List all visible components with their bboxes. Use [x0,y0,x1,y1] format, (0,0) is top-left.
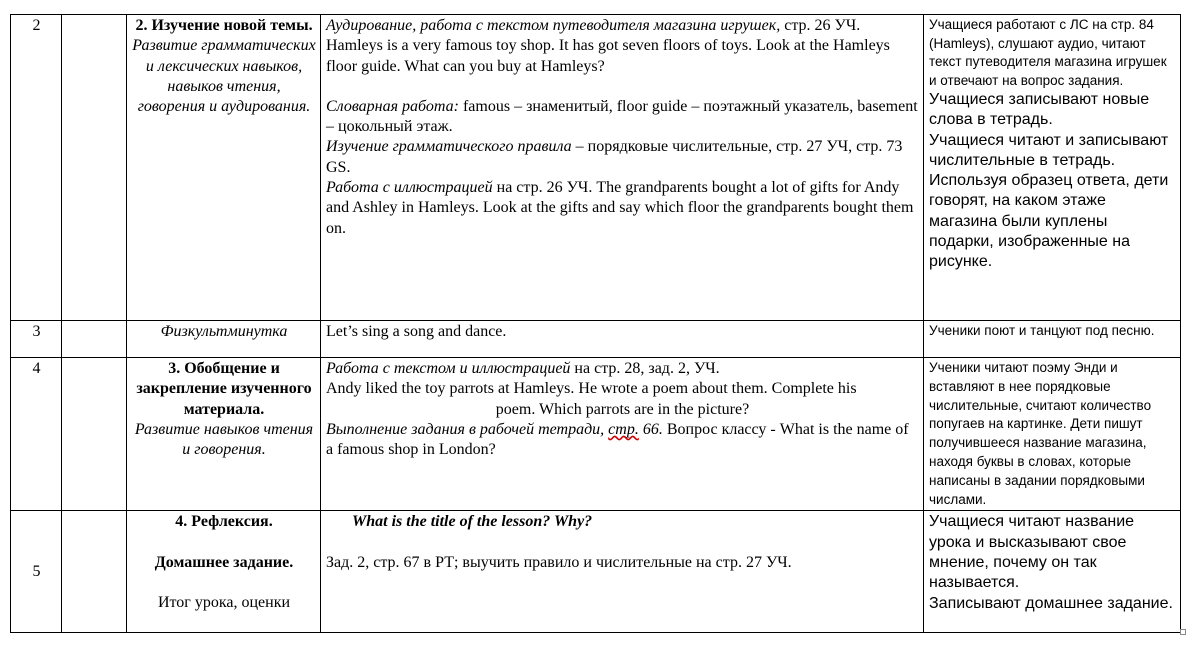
homework-title: Домашнее задание. [154,553,294,571]
note-paragraph: Учащиеся читают название урока и высказывают свое мнение, почему он так называется. [929,513,1135,592]
stage-cell [127,511,321,633]
stage-cell [127,358,321,511]
activity-label: Аудирование, работа с текстом путеводителя магазина игрушек, [326,17,781,34]
row-number: 5 [11,511,62,633]
table-row [11,15,1181,321]
activity-text: Вопрос классу - What is the name of a famous shop in London? [326,420,909,459]
note-paragraph: Учащиеся читают и записывают числительные в тетрадь. [929,131,1169,169]
activity-label: Изучение грамматического правила [326,138,572,156]
content-paragraph: Hamleys is a very famous toy shop. It has got seven floors of toys. Look at the Hamleys floor guide. What can you buy at Hamleys? [326,37,890,75]
homework-text: Зад. 2, стр. 67 в РТ; выучить правило и числительные на стр. 27 УЧ. [326,553,792,571]
table-row [11,358,1181,511]
activity-text: на стр. 26 УЧ. The grandparents bought a lot of gifts for Andy and Ashley in Hamleys. Look at the gifts and say which floor the grandparents bought them on. [326,179,914,237]
notes-cell: Ученики читают поэму Энди и вставляют в нее порядковые числительные, считают количество попугаев на картинке. Дети пишут получившееся название магазина, находя буквы в словах, которые написаны в задании порядковыми числами. [924,358,1181,511]
empty-cell [62,15,127,321]
activity-label: Работа с текстом и иллюстрацией [326,360,571,377]
spacer [326,533,919,553]
notes-cell [924,511,1181,633]
spacer [326,77,919,97]
content-paragraph: Andy liked the toy parrots at Hamleys. He wrote a poem about them. Complete his [326,380,857,398]
lesson-plan-table [10,14,1181,633]
content-paragraph [326,178,919,239]
stage-title: 4. Рефлексия. [175,513,273,531]
row-number: 4 [11,358,62,511]
activity-label: Работа с иллюстрацией [326,179,493,197]
notes-cell [924,15,1181,321]
content-cell: Let’s sing a song and dance. [321,321,924,358]
content-paragraph [326,420,919,461]
empty-cell [62,358,127,511]
notes-cell: Ученики поют и танцуют под песню. [924,321,1181,358]
activity-label: Словарная работа: [326,97,459,115]
content-paragraph [326,16,919,36]
content-paragraph [326,137,919,178]
activity-text: на стр. 28, зад. 2, УЧ. [570,360,720,377]
content-paragraph: poem. Which parrots are in the picture? [495,400,750,418]
spacer [132,533,316,553]
note-paragraph: Используя образец ответа, дети говорят, на каком этаже магазина были куплены подарки, изображенные на рисунке. [929,172,1169,271]
table-row [11,511,1181,633]
content-cell [321,15,924,321]
content-cell [321,358,924,511]
stage-description: Развитие грамматических и лексических навыков, навыков чтения, говорения и аудирования. [132,37,316,116]
content-cell [321,511,924,633]
activity-ref: 66. [638,420,663,438]
table-row [11,321,1181,358]
note-paragraph: Записывают домашнее задание. [929,594,1173,612]
activity-ref: стр. [608,420,639,438]
spacer [132,573,316,593]
empty-cell [62,511,127,633]
table-resize-handle[interactable] [1180,629,1186,635]
row-number: 2 [11,15,62,321]
note-paragraph: Учащиеся записывают новые слова в тетрадь. [929,91,1150,129]
activity-label: Выполнение задания в рабочей тетради, [326,420,605,438]
note-paragraph: Учащиеся работают с ЛС на стр. 84 (Hamleys), слушают аудио, читают текст путеводителя магазина игрушек и отвечают на вопрос задания. [929,17,1167,88]
lesson-summary: Итог урока, оценки [157,593,291,611]
activity-ref: стр. 26 УЧ. [780,17,861,34]
row-number: 3 [11,321,62,358]
stage-cell [127,15,321,321]
activity-text: famous – знаменитый, floor guide – поэтажный указатель, basement – цокольный этаж. [326,97,918,136]
stage-description: Физкультминутка [127,321,321,358]
content-paragraph [326,97,919,138]
content-paragraph [326,359,919,379]
stage-title: 3. Обобщение и закрепление изученного материала. [136,360,312,418]
stage-description: Развитие навыков чтения и говорения. [134,420,314,459]
empty-cell [62,321,127,358]
activity-text: – порядковые числительные, стр. 27 УЧ, стр. 73 GS. [326,138,903,176]
stage-title: 2. Изучение новой темы. [135,17,313,34]
reflection-question: What is the title of the lesson? Why? [352,513,593,531]
